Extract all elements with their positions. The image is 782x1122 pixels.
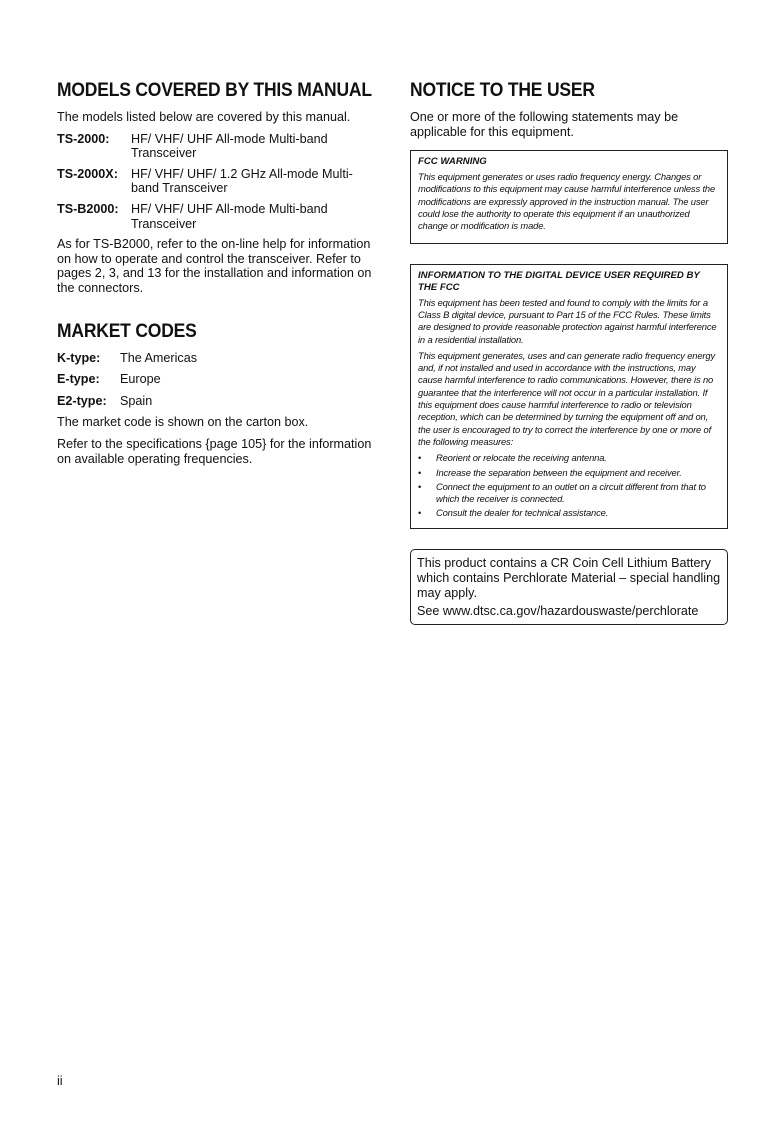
model-code: TS-2000: (57, 131, 110, 146)
market-row (57, 394, 375, 409)
digital-device-title: INFORMATION TO THE DIGITAL DEVICE USER REQUIRED BY THE FCC (418, 269, 700, 293)
models-heading: MODELS COVERED BY THIS MANUAL (57, 80, 372, 101)
market-row (57, 372, 375, 387)
page-number: ii (57, 1074, 63, 1088)
market-note: The market code is shown on the carton box. (57, 415, 309, 430)
model-code: TS-2000X: (57, 166, 118, 181)
model-desc: HF/ VHF/ UHF All-mode Multi-band Transceiver (131, 201, 328, 231)
model-code: TS-B2000: (57, 201, 119, 216)
fcc-warning-title: FCC WARNING (418, 156, 487, 168)
digital-device-box (410, 264, 728, 529)
bullet: • (418, 507, 422, 519)
measure-text: Reorient or relocate the receiving antenna. (436, 452, 607, 464)
model-row (57, 132, 375, 161)
perchlorate-line2: See www.dtsc.ca.gov/hazardouswaste/perchlorate (417, 603, 699, 618)
models-intro: The models listed below are covered by this manual. (57, 110, 351, 124)
digital-device-para2: This equipment generates, uses and can generate radio frequency energy and, if not installed and used in accordance with the instructions, may cause harmful interference to radio communications. However, there is no guarantee that the interference will not occur in a particular installation. If this equipment does cause harmful interference to radio or television reception, which can be determined by turning the equipment off and on, the user is encouraged to try to correct the interference by one or more of the following measures: (418, 349, 715, 447)
market-region: The Americas (120, 350, 197, 365)
market-code: E2-type: (57, 393, 107, 408)
measure-text: Connect the equipment to an outlet on a circuit different from that to which the receiver is connected. (436, 480, 706, 505)
right-column (410, 80, 728, 625)
left-column (57, 80, 375, 473)
market-heading: MARKET CODES (57, 320, 197, 342)
model-row (57, 202, 375, 231)
digital-device-para1: This equipment has been tested and found to comply with the limits for a Class B digital device, pursuant to Part 15 of the FCC Rules. These limits are designed to provide reasonable protection against harmful interference in a residential installation. (418, 296, 717, 345)
measure-text: Increase the separation between the equipment and receiver. (436, 466, 682, 478)
list-item (418, 481, 720, 506)
market-region: Spain (120, 393, 153, 408)
spec-note: Refer to the specifications {page 105} for the information on available operating frequencies. (57, 436, 372, 466)
model-desc: HF/ VHF/ UHF/ 1.2 GHz All-mode Multi-band Transceiver (131, 166, 353, 196)
fcc-warning-box (410, 150, 728, 243)
list-item (418, 467, 720, 479)
market-row (57, 351, 375, 366)
model-row (57, 167, 375, 196)
market-code: K-type: (57, 350, 101, 365)
model-desc: HF/ VHF/ UHF All-mode Multi-band Transceiver (131, 131, 328, 161)
perchlorate-line1: This product contains a CR Coin Cell Lithium Battery which contains Perchlorate Material – special handling may apply. (417, 555, 721, 600)
market-code: E-type: (57, 372, 100, 387)
fcc-warning-body: This equipment generates or uses radio frequency energy. Changes or modifications to this equipment may cause harmful interference unless the modifications are expressly approved in the instruction manual. The user could lose the authority to operate this equipment if an unauthorized change or modification is made. (418, 171, 716, 232)
list-item (418, 507, 720, 519)
perchlorate-notice-box (410, 549, 728, 625)
bullet: • (418, 466, 422, 478)
bullet: • (418, 452, 422, 464)
market-region: Europe (120, 372, 161, 387)
models-note: As for TS-B2000, refer to the on-line help for information on how to operate and control the transceiver. Refer to pages 2, 3, and 13 for the installation and information on the connectors. (57, 237, 372, 295)
measure-text: Consult the dealer for technical assistance. (436, 507, 609, 519)
bullet: • (418, 480, 422, 492)
list-item (418, 452, 720, 464)
measures-list (418, 452, 720, 519)
notice-intro: One or more of the following statements may be applicable for this equipment. (410, 110, 679, 139)
notice-heading: NOTICE TO THE USER (410, 80, 595, 101)
